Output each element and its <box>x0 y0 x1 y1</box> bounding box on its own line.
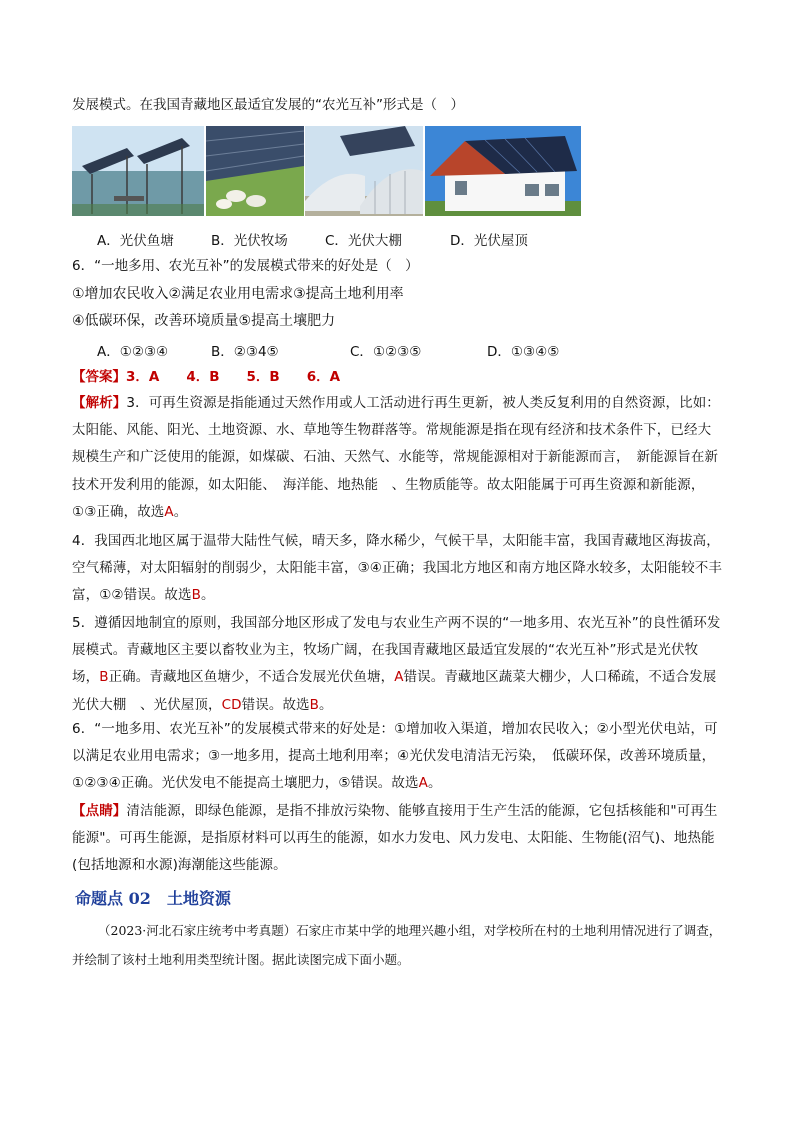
question-6-items-1: ①增加农民收入②满足农业用电需求③提高土地利用率 <box>72 286 404 302</box>
question-6-stem: 6．“一地多用、农光互补”的发展模式带来的好处是（ ） <box>72 258 419 274</box>
q5-option-a: A．光伏鱼塘 <box>97 233 174 249</box>
q6-option-d: D．①③④⑤ <box>487 344 560 360</box>
photo-fishpond <box>72 126 204 216</box>
q6-option-a: A．①②③④ <box>97 344 169 360</box>
question-6-items-2: ④低碳环保，改善环境质量⑤提高土壤肥力 <box>72 313 336 329</box>
q5-option-d: D．光伏屋顶 <box>450 233 528 249</box>
comment-paragraph: 【点睛】清洁能源，即绿色能源，是指不排放污染物、能够直接用于生产生活的能源，它包括核能和"可再生能源"。可再生能源，是指原材料可以再生的能源，如水力发电、风力发电、太阳能、生物能(沼气)、地热能(包括地源和水源)海潮能这些能源。 <box>72 803 718 874</box>
answer-values: 3．A 4．B 5．B 6．A <box>126 369 341 385</box>
q5-option-c: C．光伏大棚 <box>325 233 402 249</box>
section-heading: 命题点 02 土地资源 <box>75 889 231 908</box>
photo-pasture <box>206 126 304 216</box>
photo-greenhouse <box>305 126 423 216</box>
analysis-tag: 【解析】 <box>72 395 127 411</box>
analysis-paragraph-5: 5．遵循因地制宜的原则，我国部分地区形成了发电与农业生产两不误的“一地多用、农光互补”的良性循环发展模式。青藏地区主要以畜牧业为主，牧场广阔，在我国青藏地区最适宜发展的“农光互补”形式是光伏牧场，B正确。青藏地区鱼塘少，不适合发展光伏鱼塘，A错误。青藏地区蔬菜大棚少，人口稀疏，不适合发展光伏大棚 、光伏屋顶，CD错误。故选B。 <box>72 615 721 713</box>
source-paragraph: （2023·河北石家庄统考中考真题）石家庄市某中学的地理兴趣小组，对学校所在村的土地利用情况进行了调查，并绘制了该村土地利用类型统计图。据此读图完成下面小题。 <box>72 923 722 967</box>
comment-tag: 【点睛】 <box>72 803 127 819</box>
q6-option-c: C．①②③⑤ <box>350 344 422 360</box>
question-5-stem: 发展模式。在我国青藏地区最适宜发展的“农光互补”形式是（ ） <box>72 97 464 113</box>
q5-option-b: B．光伏牧场 <box>211 233 288 249</box>
photo-rooftop <box>425 126 581 216</box>
analysis-paragraph-4: 4．我国西北地区属于温带大陆性气候，晴天多，降水稀少，气候干旱，太阳能丰富，我国青藏地区海拔高，空气稀薄，对太阳辐射的削弱少，太阳能丰富，③④正确；我国北方地区和南方地区降水较多，太阳能较不丰富，①②错误。故选B。 <box>72 533 723 604</box>
answer-line <box>72 368 340 386</box>
analysis-paragraph-3: 【解析】3．可再生资源是指能通过天然作用或人工活动进行再生更新，被人类反复利用的自然资源，比如：太阳能、风能、阳光、土地资源、水、草地等生物群落等。常规能源是指在现有经济和技术条件下，已经大规模生产和广泛使用的能源，如煤碳、石油、天然气、水能等，常规能源相对于新能源而言， 新能源旨在新技术开发利用的能源，如太阳能、 海洋能、地热能 、生物质能等。故太阳能属于可再生资源和新能源，①③正确，故选A。 <box>72 395 720 520</box>
answer-tag: 【答案】 <box>72 369 126 385</box>
analysis-paragraph-6: 6．“一地多用、农光互补”的发展模式带来的好处是：①增加收入渠道，增加农民收入；②小型光伏电站，可以满足农业用电需求；③一地多用，提高土地利用率；④光伏发电清洁无污染， 低碳环保，改善环境质量，①②③④正确。光伏发电不能提高土壤肥力，⑤错误。故选A。 <box>72 721 718 792</box>
q6-option-b: B．②③4⑤ <box>211 344 279 360</box>
